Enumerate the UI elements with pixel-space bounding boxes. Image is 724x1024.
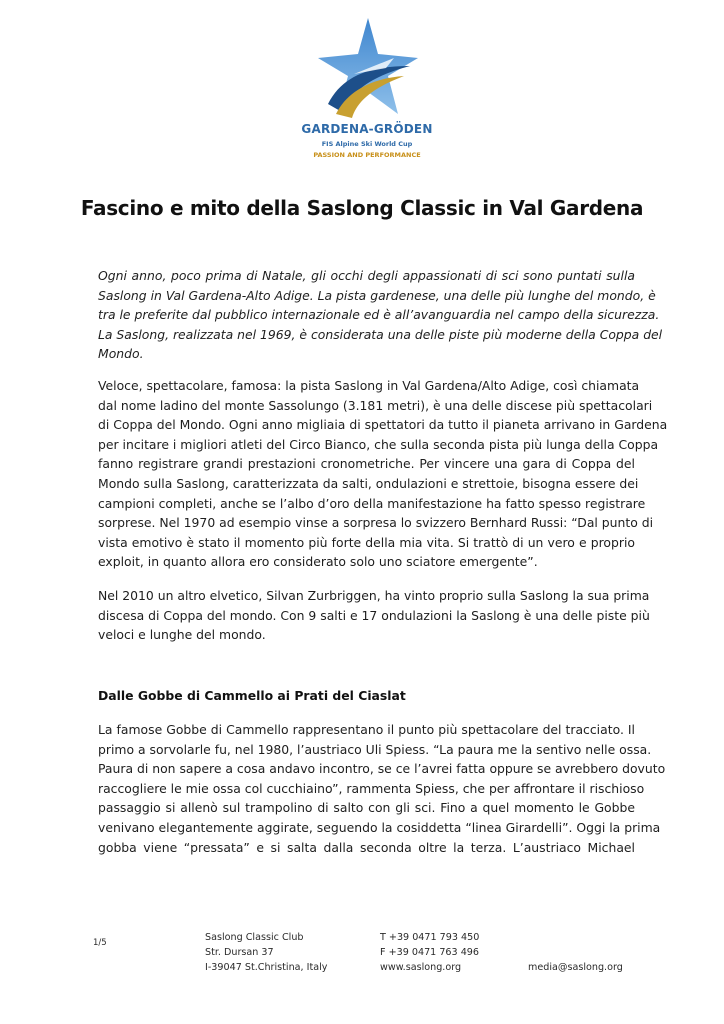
star-swoosh-icon xyxy=(298,14,436,122)
page-number xyxy=(93,936,107,951)
footer-website-link[interactable]: www.saslong.org xyxy=(380,962,462,973)
footer-street: Str. Dursan 37 xyxy=(205,947,274,958)
paragraph-line: Nel 2010 un altro elvetico, Silvan Zurbriggen, ha vinto proprio sulla Saslong la sua prima xyxy=(98,588,650,603)
paragraph-line: per incitare i migliori atleti del Circo Bianco, che sulla seconda pista più lunga della Coppa xyxy=(98,436,659,452)
footer-fax: F +39 0471 763 496 xyxy=(380,947,480,958)
paragraph-line: Mondo sulla Saslong, caratterizzata da salti, ondulazioni e strettoie, bisogna essere dei xyxy=(98,475,639,491)
document-title: Fascino e mito della Saslong Classic in Val Gardena xyxy=(80,196,644,220)
paragraph-line: vista emotivo è stato il momento più forte della mia vita. Si trattò di un vero e proprio xyxy=(98,534,635,550)
section-heading: Dalle Gobbe di Cammello ai Prati del Ciaslat xyxy=(98,688,406,703)
footer-contact xyxy=(380,930,479,975)
intro-line: Ogni anno, poco prima di Natale, gli occhi degli appassionati di sci sono puntati sulla xyxy=(98,268,635,283)
gardena-groeden-logo xyxy=(298,14,436,172)
paragraph-line: campioni completi, anche se l’albo d’oro della manifestazione ha fatto spesso registrare xyxy=(98,495,646,511)
paragraph-line: gobba viene “pressata” e si salta dalla seconda oltre la terza. L’austriaco Michael xyxy=(98,839,635,855)
intro-line: Saslong in Val Gardena-Alto Adige. La pista gardenese, una delle più lunghe del mondo, è xyxy=(98,287,656,303)
paragraph-line: di Coppa del Mondo. Ogni anno migliaia di spettatori da tutto il pianeta arrivano in Gardena xyxy=(98,417,668,433)
intro-paragraph xyxy=(98,266,663,364)
paragraph-line: discesa di Coppa del mondo. Con 9 salti e 17 ondulazioni la Saslong è una delle piste più xyxy=(98,607,650,623)
paragraph-line: Veloce, spettacolare, famosa: la pista Saslong in Val Gardena/Alto Adige, così chiamata xyxy=(98,378,640,393)
footer-address xyxy=(205,930,327,975)
footer-email-link[interactable]: media@saslong.org xyxy=(528,962,623,973)
paragraph-line: raccogliere le mie ossa col cucchiaino”, rammenta Spiess, che per affrontare il rischioso xyxy=(98,780,645,796)
paragraph-line: Paura di non sapere a cosa andavo incontro, se ce l’avrei fatta oppure se avrebbero dovuto xyxy=(98,761,666,777)
paragraph-line: veloci e lunghe del mondo. xyxy=(98,627,266,643)
footer-phone: T +39 0471 793 450 xyxy=(380,932,480,943)
logo-title: GARDENA-GRÖDEN xyxy=(301,122,433,136)
body-paragraph-3 xyxy=(98,720,666,857)
footer-city: I-39047 St.Christina, Italy xyxy=(205,962,328,973)
paragraph-line: passaggio si allenò sul trampolino di salto con gli sci. Fino a quel momento le Gobbe xyxy=(98,800,635,816)
intro-line: tra le preferite dal pubblico internazionale ed è all’avanguardia nel campo della sicurezza. xyxy=(98,307,660,323)
logo-tagline: PASSION AND PERFORMANCE xyxy=(313,151,421,159)
intro-line: La Saslong, realizzata nel 1969, è considerata una delle piste più moderne della Coppa del xyxy=(98,326,663,342)
paragraph-line: dal nome ladino del monte Sassolungo (3.181 metri), è una delle discese più spettacolari xyxy=(98,397,653,413)
paragraph-line: fanno registrare grandi prestazioni cronometriche. Per vincere una gara di Coppa del xyxy=(98,456,635,472)
body-paragraph-2 xyxy=(98,586,650,645)
paragraph-line: primo a sorvolarle fu, nel 1980, l’austriaco Uli Spiess. “La paura me la sentivo nelle ossa. xyxy=(98,741,652,757)
paragraph-line: exploit, in quanto allora ero considerato solo uno sciatore emergente”. xyxy=(98,554,538,570)
paragraph-line: La famose Gobbe di Cammello rappresentano il punto più spettacolare del tracciato. Il xyxy=(98,722,635,737)
page-number-text: 1/5 xyxy=(93,938,107,948)
body-paragraph-1 xyxy=(98,376,668,572)
paragraph-line: sorprese. Nel 1970 ad esempio vinse a sorpresa lo svizzero Bernhard Russi: “Dal punto di xyxy=(98,515,654,531)
footer-org: Saslong Classic Club xyxy=(205,932,304,943)
intro-line: Mondo. xyxy=(98,346,144,362)
paragraph-line: venivano elegantemente aggirate, seguendo la cosiddetta “linea Girardelli”. Oggi la prima xyxy=(98,819,661,835)
footer-email xyxy=(528,930,623,975)
logo-subtitle: FIS Alpine Ski World Cup xyxy=(321,140,413,148)
